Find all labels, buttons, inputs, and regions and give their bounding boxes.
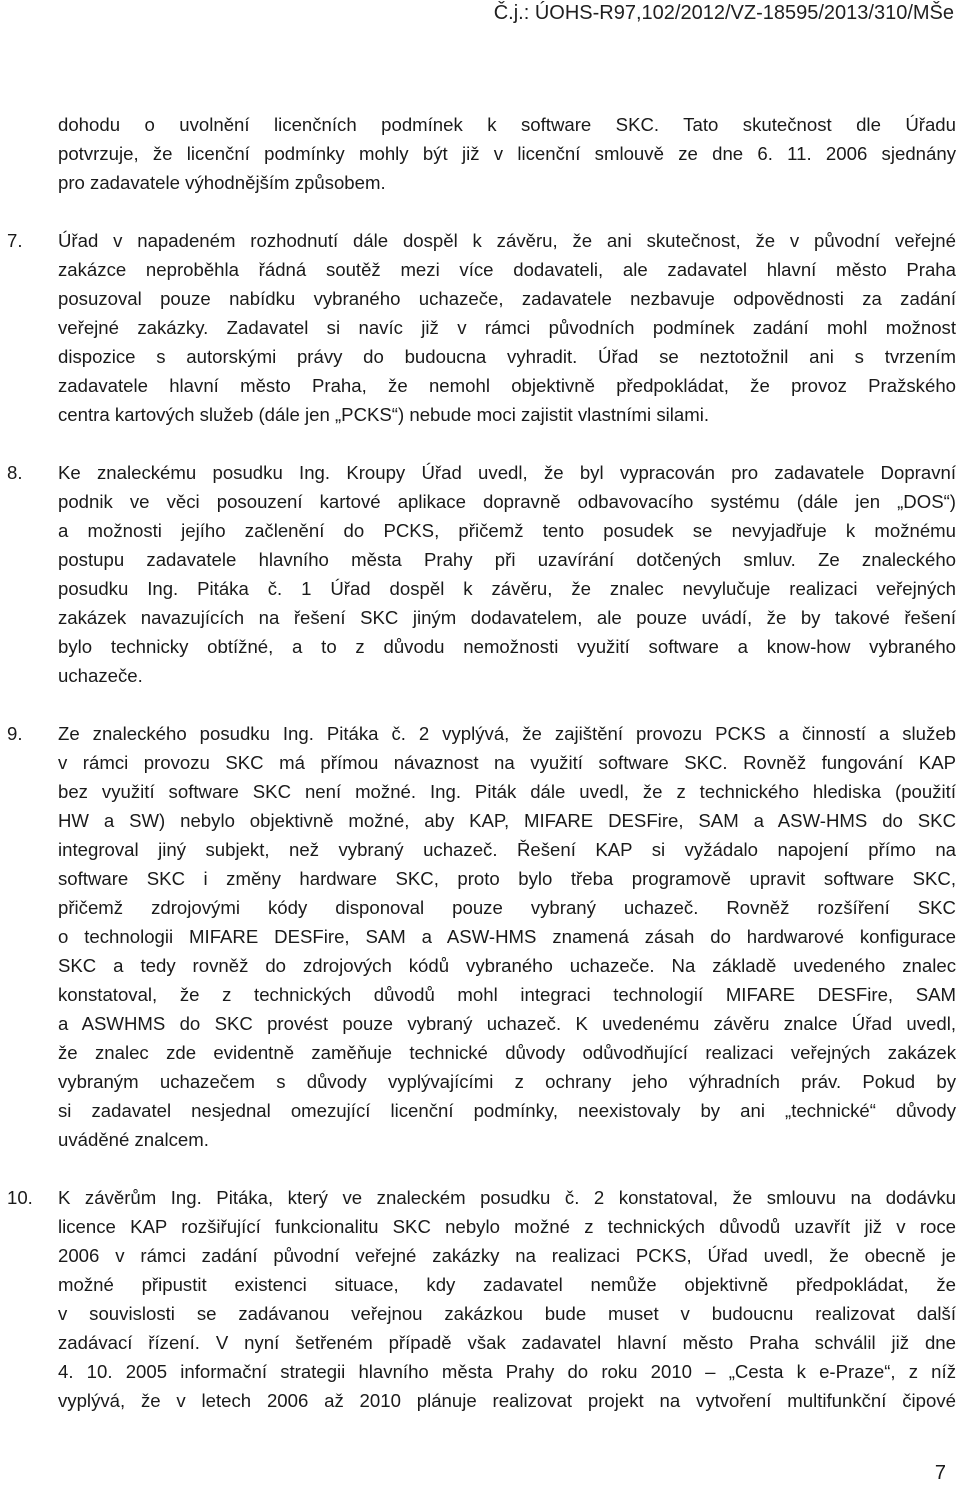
document-reference-number: Č.j.: ÚOHS-R97,102/2012/VZ-18595/2013/310/MŠe bbox=[493, 2, 954, 24]
paragraph-line: zakázce neproběhla řádná soutěž mezi více dodavateli, ale zadavatel hlavní město Praha bbox=[58, 259, 956, 280]
paragraph-line: 4. 10. 2005 informační strategii hlavního města Prahy do roku 2010 – „Cesta k e-Praze“, z níž bbox=[58, 1361, 956, 1382]
paragraph-line: a možnosti jejího začlenění do PCKS, přičemž tento posudek se nevyjadřuje k možnému bbox=[58, 520, 956, 541]
paragraph-line: Ze znaleckého posudku Ing. Pitáka č. 2 vyplývá, že zajištění provozu PCKS a činností a služeb bbox=[58, 723, 956, 744]
paragraph-line: Úřad v napadeném rozhodnutí dále dospěl k závěru, že ani skutečnost, že v původní veřejné bbox=[58, 230, 956, 251]
paragraph-number: 8. bbox=[7, 462, 23, 483]
paragraph-line: pro zadavatele výhodnějším způsobem. bbox=[58, 172, 386, 193]
paragraph-line: HW a SW) nebylo objektivně možné, aby KAP, MIFARE DESFire, SAM a ASW-HMS do SKC bbox=[58, 810, 956, 831]
paragraph-line: že znalec zde evidentně zaměňuje technické důvody odůvodňující realizaci veřejných zakázek bbox=[58, 1042, 956, 1063]
paragraph-line: uváděné znalcem. bbox=[58, 1129, 209, 1150]
paragraph-line: zadávací řízení. V nyní šetřeném případě však zadavatel hlavní město Praha schválil již dne bbox=[58, 1332, 956, 1353]
paragraph-line: a ASWHMS do SKC provést pouze vybraný uchazeč. K uvedenému závěru znalce Úřad uvedl, bbox=[58, 1013, 956, 1034]
paragraph-line: Ke znaleckému posudku Ing. Kroupy Úřad uvedl, že byl vypracován pro zadavatele Dopravní bbox=[58, 462, 956, 483]
paragraph-number: 7. bbox=[7, 230, 23, 251]
paragraph-line: posudku Ing. Pitáka č. 1 Úřad dospěl k závěru, že znalec nevylučuje realizaci veřejných bbox=[58, 578, 956, 599]
paragraph-line: licence KAP rozšiřující funkcionalitu SKC nebylo možné z technických důvodů uzavřít již v roce bbox=[58, 1216, 956, 1237]
paragraph-line: software SKC i změny hardware SKC, proto bylo třeba programově upravit software SKC, bbox=[58, 868, 956, 889]
paragraph-line: K závěrům Ing. Pitáka, který ve znaleckém posudku č. 2 konstatoval, že smlouvu na dodávku bbox=[58, 1187, 956, 1208]
paragraph-line: o technologii MIFARE DESFire, SAM a ASW-HMS znamená zásah do hardwarové konfigurace bbox=[58, 926, 956, 947]
paragraph-line: vybraným uchazečem s důvody vyplývajícími z ochrany jeho výhradních práv. Pokud by bbox=[58, 1071, 956, 1092]
page-number: 7 bbox=[934, 1462, 946, 1484]
paragraph-line: v souvislosti se zadávanou veřejnou zakázkou bude muset v budoucnu realizovat další bbox=[58, 1303, 956, 1324]
paragraph-line: potvrzuje, že licenční podmínky mohly být již v licenční smlouvě ze dne 6. 11. 2006 sjednány bbox=[58, 143, 956, 164]
paragraph-line: konstatoval, že z technických důvodů mohl integraci technologií MIFARE DESFire, SAM bbox=[58, 984, 956, 1005]
paragraph-line: zadavatele hlavní město Praha, že nemohl objektivně předpokládat, že provoz Pražského bbox=[58, 375, 956, 396]
paragraph-line: postupu zadavatele hlavního města Prahy při uzavírání dotčených smluv. Ze znaleckého bbox=[58, 549, 956, 570]
paragraph-line: dohodu o uvolnění licenčních podmínek k software SKC. Tato skutečnost dle Úřadu bbox=[58, 114, 956, 135]
paragraph-number: 10. bbox=[7, 1187, 33, 1208]
paragraph-line: bez využití software SKC není možné. Ing. Piták dále uvedl, že z technického hlediska (použití bbox=[58, 781, 956, 802]
paragraph-number: 9. bbox=[7, 723, 23, 744]
paragraph-line: zakázek navazujících na řešení SKC jiným dodavatelem, ale pouze uvádí, že by takové řešení bbox=[58, 607, 956, 628]
paragraph-line: dispozice s autorskými právy do budoucna vyhradit. Úřad se neztotožnil ani s tvrzením bbox=[58, 346, 956, 367]
paragraph-line: bylo technicky obtížné, a to z důvodu nemožnosti využití software a know-how vybraného bbox=[58, 636, 956, 657]
paragraph-line: v rámci provozu SKC má přímou návaznost na využití software SKC. Rovněž fungování KAP bbox=[58, 752, 956, 773]
paragraph-line: veřejné zakázky. Zadavatel si navíc již v rámci původních podmínek zadání mohl možnost bbox=[58, 317, 956, 338]
paragraph-line: centra kartových služeb (dále jen „PCKS“) nebude moci zajistit vlastními silami. bbox=[58, 404, 710, 425]
paragraph-line: možné připustit existenci situace, kdy zadavatel nemůže objektivně předpokládat, že bbox=[58, 1274, 956, 1295]
paragraph-line: SKC a tedy rovněž do zdrojových kódů vybraného uchazeče. Na základě uvedeného znalec bbox=[58, 955, 956, 976]
paragraph-line: podnik ve věci posouzení kartové aplikace dopravně odbavovacího systému (dále jen „DOS“) bbox=[58, 491, 956, 512]
paragraph-line: 2006 v rámci zadání původní veřejné zakázky na realizaci PCKS, Úřad uvedl, že obecně je bbox=[58, 1245, 956, 1266]
paragraph-line: si zadavatel nesjednal omezující licenční podmínky, neexistovaly by ani „technické“ důvody bbox=[58, 1100, 956, 1121]
paragraph-line: integroval jiný subjekt, než vybraný uchazeč. Řešení KAP si vyžádalo napojení přímo na bbox=[58, 839, 956, 860]
paragraph-line: uchazeče. bbox=[58, 665, 143, 686]
paragraph-line: přičemž zdrojovými kódy disponoval pouze vybraný uchazeč. Rovněž rozšíření SKC bbox=[58, 897, 956, 918]
paragraph-line: vyplývá, že v letech 2006 až 2010 plánuje realizovat projekt na vytvoření multifunkční čipové bbox=[58, 1390, 956, 1411]
paragraph-line: posuzoval pouze nabídku vybraného uchazeče, zadavatele nezbavuje odpovědnosti za zadání bbox=[58, 288, 956, 309]
